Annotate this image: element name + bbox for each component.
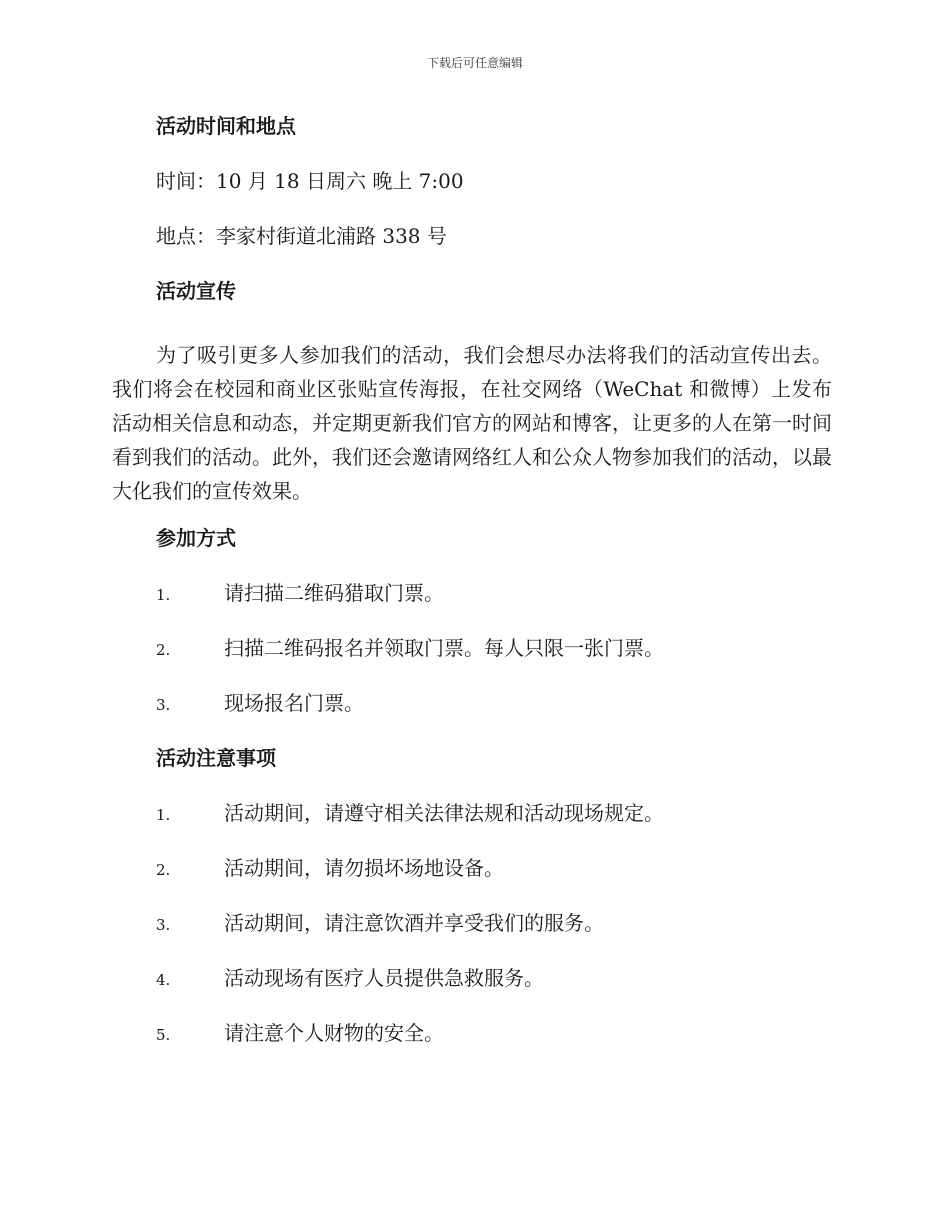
list-item [112,683,832,738]
list-text: 扫描二维码报名并领取门票。每人只限一张门票。 [224,636,664,660]
heading-promotion: 活动宣传 [156,279,236,303]
list-number: 2. [156,861,171,879]
list-item [112,793,832,848]
promotion-paragraph: 为了吸引更多人参加我们的活动，我们会想尽办法将我们的活动宣传出去。我们将会在校园和商业区张贴宣传海报，在社交网络（WeChat 和微博）上发布活动相关信息和动态，并定期更新我们官方的网站和博客，让更多的人在第一时间看到我们的活动。此外，我们还会邀请网络红人和公众人物参加我们的活动，以最大化我们的宣传效果。 [112,343,832,503]
list-number: 3. [156,696,171,714]
list-text: 活动期间，请注意饮酒并享受我们的服务。 [224,911,604,935]
list-number: 1. [156,586,171,604]
heading-join: 参加方式 [156,526,236,550]
list-number: 5. [156,1026,171,1044]
list-item [112,958,832,1013]
list-item [112,848,832,903]
list-number: 4. [156,971,171,989]
list-item [112,1013,832,1068]
list-item [112,573,832,628]
event-place: 地点：李家村街道北浦路 338 号 [156,224,447,248]
heading-time-place: 活动时间和地点 [156,114,296,138]
list-text: 请扫描二维码猎取门票。 [224,581,444,605]
header-note: 下载后可任意编辑 [426,56,523,70]
document-body [112,106,832,1068]
list-text: 活动期间，请勿损坏场地设备。 [224,856,504,880]
list-number: 2. [156,641,171,659]
list-text: 活动期间，请遵守相关法律法规和活动现场规定。 [224,801,664,825]
list-item [112,628,832,683]
list-text: 现场报名门票。 [224,691,364,715]
list-text: 请注意个人财物的安全。 [224,1021,444,1045]
list-number: 1. [156,806,171,824]
heading-notes: 活动注意事项 [156,746,276,770]
list-item [112,903,832,958]
list-text: 活动现场有医疗人员提供急救服务。 [224,966,544,990]
event-time: 时间：10 月 18 日周六 晚上 7:00 [156,169,464,193]
list-number: 3. [156,916,171,934]
